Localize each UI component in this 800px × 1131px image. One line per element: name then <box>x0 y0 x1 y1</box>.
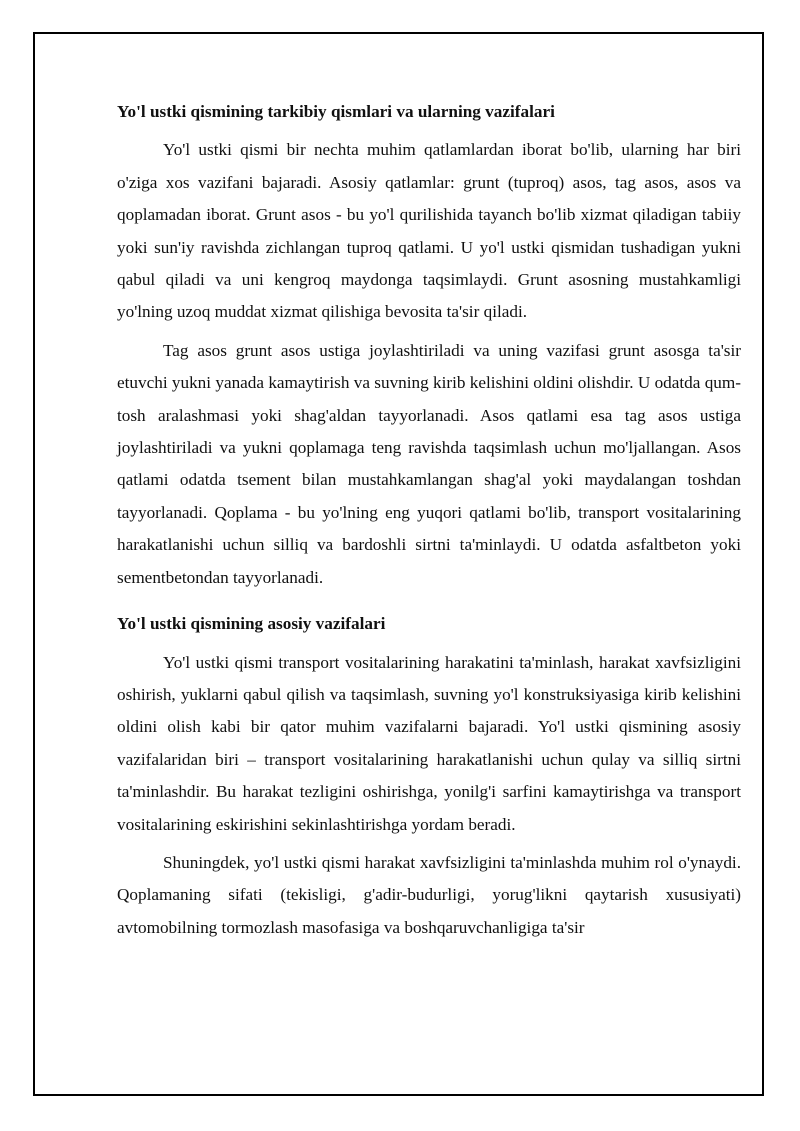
paragraph: Shuningdek, yo'l ustki qismi harakat xavfsizligini ta'minlashda muhim rol o'ynaydi. Qoplamaning sifati (tekisligi, g'adir-budurligi, yorug'likni qaytarish xususiyati) avtomobilning tormozlash masofasiga va boshqaruvchanligiga ta'sir <box>117 852 741 937</box>
document-body <box>117 96 741 944</box>
paragraph: Yo'l ustki qismi transport vositalarining harakatini ta'minlash, harakat xavfsizligini oshirish, yuklarni qabul qilish va taqsimlash, suvning yo'l konstruksiyasiga kirib kelishini oldini olish kabi bir qator muhim vazifalarni bajaradi. Yo'l ustki qismining asosiy vazifalaridan biri – transport vositalarining harakatlanishi uchun qulay va silliq sirtni ta'minlashdir. Bu harakat tezligini oshirishga, yonilg'i sarfini kamaytirishga va transport vositalarining eskirishini sekinlashtirishga yordam beradi. <box>117 652 741 834</box>
section-heading: Yo'l ustki qismining asosiy vazifalari <box>117 614 386 634</box>
paragraph: Tag asos grunt asos ustiga joylashtiriladi va uning vazifasi grunt asosga ta'sir etuvchi yukni yanada kamaytirish va suvning kirib kelishini oldini olishdir. U odatda qum-tosh aralashmasi yoki shag'aldan tayyorlanadi. Asos qatlami esa tag asos ustiga joylashtiriladi va yukni qoplamaga teng ravishda taqsimlash uchun mo'ljallangan. Asos qatlami odatda tsement bilan mustahkamlangan shag'al yoki maydalangan toshdan tayyorlanadi. Qoplama - bu yo'lning eng yuqori qatlami bo'lib, transport vositalarining harakatlanishi uchun silliq va bardoshli sirtni ta'minlaydi. U odatda asfaltbeton yoki sementbetondan tayyorlanadi. <box>117 340 741 587</box>
paragraph: Yo'l ustki qismi bir nechta muhim qatlamlardan iborat bo'lib, ularning har biri o'ziga xos vazifani bajaradi. Asosiy qatlamlar: grunt (tuproq) asos, tag asos, asos va qoplamadan iborat. Grunt asos - bu yo'l qurilishida tayanch bo'lib xizmat qiladigan tabiiy yoki sun'iy ravishda zichlangan tuproq qatlami. U yo'l ustki qismidan tushadigan yukni qabul qiladi va uni kengroq maydonga taqsimlaydi. Grunt asosning mustahkamligi yo'lning uzoq muddat xizmat qilishiga bevosita ta'sir qiladi. <box>117 140 741 322</box>
section-heading: Yo'l ustki qismining tarkibiy qismlari va ularning vazifalari <box>117 102 555 121</box>
